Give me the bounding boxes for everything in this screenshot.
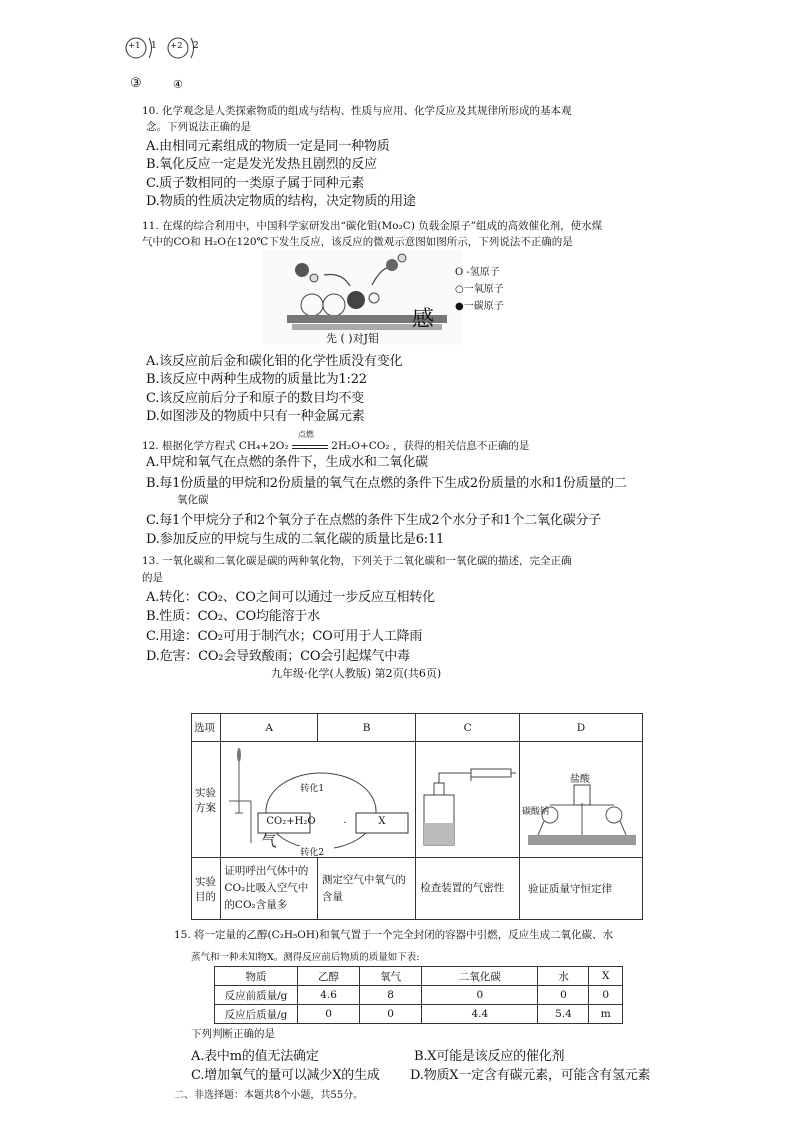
q11-option-c: C.该反应前后分子和原子的数目均不变	[146, 391, 365, 406]
q14-box-co2-h2o: CO₂+H₂O	[266, 816, 316, 827]
legend-carbon: ●一碳原子	[455, 301, 504, 312]
q15-cell: 0	[422, 986, 538, 1005]
q12-stem-post: ，获得的相关信息不正确的是	[392, 440, 530, 452]
q14-dot: ·	[343, 818, 347, 829]
q15-cell: m	[589, 1005, 623, 1024]
q15-ask: 下列判断正确的是	[191, 1028, 275, 1040]
ion-diagram-4	[164, 34, 204, 68]
q14-header-c: C	[416, 714, 520, 742]
q15-header-oxygen: 氧气	[360, 967, 422, 986]
q15-cell: 5.4	[538, 1005, 589, 1024]
q15-cell: 0	[538, 986, 589, 1005]
q11-stem-line1: 11. 在煤的综合利用中，中国科学家研发出“碳化钼(Mo₂C) 负载金原子”组成的高效催化剂，使水煤	[142, 220, 603, 232]
ion-electrons: 1	[151, 41, 157, 51]
q11-option-a: A.该反应前后金和碳化钼的化学性质没有变化	[146, 354, 403, 369]
q15-cell: 4.4	[422, 1005, 538, 1024]
q14-table	[191, 713, 643, 920]
q14-scheme-c	[416, 742, 520, 858]
q15-header-water: 水	[538, 967, 589, 986]
q11-option-d: D.如图涉及的物质中只有一种金属元素	[146, 409, 365, 424]
q13-option-a: A.转化：CO₂、CO之间可以通过一步反应互相转化	[146, 590, 435, 605]
q15-header-substance: 物质	[215, 967, 298, 986]
q14-label-carbonate: 碳酸钠	[522, 807, 550, 817]
q12-option-d: D.参加反应的甲烷与生成的二氧化碳的质量比是6:11	[146, 532, 445, 547]
q14-scheme-d	[520, 742, 643, 858]
q13-option-c: C.用途：CO₂可用于制汽水；CO可用于人工降雨	[146, 629, 423, 644]
q13-stem-line2: 的是	[142, 572, 163, 584]
legend-oxygen: ○一氧原子	[455, 284, 504, 295]
q14-goal-c: 检查装置的气密性	[416, 858, 520, 920]
q11-stem-line2: 气中的CO和 H₂O在120℃下发生反应，该反应的微观示意图如图所示，下列说法不正确的是	[142, 236, 573, 248]
ion-label-4: ④	[173, 78, 183, 91]
q14-header-b: B	[317, 714, 415, 742]
q15-header-ethanol: 乙醇	[298, 967, 360, 986]
q11-option-b: B.该反应中两种生成物的质量比为1:22	[146, 372, 367, 387]
ion-diagram-3	[122, 34, 162, 68]
ion-electrons: 2	[193, 41, 199, 51]
q14-label-transform-1: 转化1	[300, 784, 325, 794]
q12-option-b-line2: 氧化碳	[177, 494, 209, 506]
q12-option-c: C.每1个甲烷分子和2个氧分子在点燃的条件下生成2个水分子和1个二氧化碳分子	[146, 513, 602, 528]
section-two-heading: 二、非选择题：本题共8个小题，共55分。	[174, 1090, 364, 1101]
q13-stem-line1: 13. 一氧化碳和二氧化碳是碳的两种氧化物，下列关于二氧化碳和一氧化碳的描述，完全正确	[142, 555, 572, 567]
q10-option-a: A.由相同元素组成的物质一定是同一种物质	[146, 139, 390, 154]
q14-box-x: X	[378, 816, 386, 827]
q15-stem-line1: 15. 将一定量的乙醇(C₂H₅OH)和氧气置于一个完全封闭的容器中引燃，反应生成二氧化碳、水	[174, 929, 614, 941]
q15-cell: 0	[589, 986, 623, 1005]
q14-goal-b: 测定空气中氧气的含量	[317, 858, 415, 920]
q10-stem-line1: 10. 化学观念是人类探索物质的组成与结构、性质与应用、化学反应及其规律所形成的基本观	[142, 105, 572, 117]
q15-stem-line2: 蒸气和一种未知物X。测得反应前后物质的质量如下表:	[191, 952, 420, 963]
q13-option-d: D.危害：CO₂会导致酸雨；CO会引起煤气中毒	[146, 649, 410, 664]
q15-cell: 4.6	[298, 986, 360, 1005]
q11-figure-caption: 先 ( )对J钼	[326, 332, 379, 345]
q15-table	[214, 966, 623, 1024]
q15-header-x: X	[589, 967, 623, 986]
q12-stem-pre: 12. 根据化学方程式	[142, 440, 236, 452]
q12-option-b-line1: B.每1份质量的甲烷和2份质量的氧气在点燃的条件下生成2份质量的水和1份质量的二	[146, 476, 627, 491]
q14-row-label-goal: 实验目的	[192, 858, 221, 920]
q14-label-transform-2: 转化2	[300, 848, 325, 858]
q14-label-acid: 盐酸	[570, 774, 590, 785]
q10-option-c: C.质子数相同的一类原子属于同种元素	[146, 176, 365, 191]
q12-equation-right: 2H₂O+CO₂	[331, 440, 390, 452]
q14-scheme-ab	[221, 742, 416, 858]
q14-row-label-scheme: 实验方案	[192, 742, 221, 858]
ion-label-3: ③	[130, 76, 142, 91]
q15-row-after-label: 反应后质量/g	[215, 1005, 298, 1024]
q15-option-c: C.增加氧气的量可以减少X的生成	[191, 1068, 380, 1083]
q11-figure-text: 感	[412, 307, 435, 332]
q15-option-d: D.物质X一定含有碳元素，可能含有氢元素	[410, 1068, 651, 1083]
ion-charge: +2	[170, 41, 183, 51]
q15-option-b: B.X可能是该反应的催化剂	[414, 1049, 565, 1064]
page-footer: 九年级·化学(人教版) 第2页(共6页)	[271, 667, 442, 680]
q15-header-co2: 二氧化碳	[422, 967, 538, 986]
q14-header-option: 选项	[192, 714, 221, 742]
q15-cell: 0	[298, 1005, 360, 1024]
q13-option-b: B.性质：CO₂、CO均能溶于水	[146, 609, 320, 624]
q10-stem-line2: 念。下列说法正确的是	[146, 121, 251, 133]
q14-side-char: 气	[261, 832, 277, 850]
q10-option-b: B.氧化反应一定是发光发热且剧烈的反应	[146, 157, 377, 172]
q12-equation-left: CH₄+2O₂	[238, 440, 289, 452]
q12-condition: 点燃	[297, 430, 314, 439]
q15-row-before-label: 反应前质量/g	[215, 986, 298, 1005]
ion-charge: +1	[128, 41, 141, 51]
q15-option-a: A.表中m的值无法确定	[191, 1049, 319, 1064]
q14-goal-a: 证明呼出气体中的CO₂比吸入空气中的CO₂含量多	[221, 858, 318, 920]
q15-cell: 8	[360, 986, 422, 1005]
q14-header-a: A	[221, 714, 318, 742]
q15-cell: 0	[360, 1005, 422, 1024]
q11-reaction-figure	[262, 250, 462, 350]
q12-option-a: A.甲烷和氧气在点燃的条件下，生成水和二氧化碳	[146, 455, 428, 470]
q14-goal-d: 验证质量守恒定律	[520, 858, 643, 920]
legend-hydrogen: O -氢原子	[455, 267, 500, 278]
q10-option-d: D.物质的性质决定物质的结构，决定物质的用途	[146, 194, 416, 209]
q14-header-d: D	[520, 714, 643, 742]
